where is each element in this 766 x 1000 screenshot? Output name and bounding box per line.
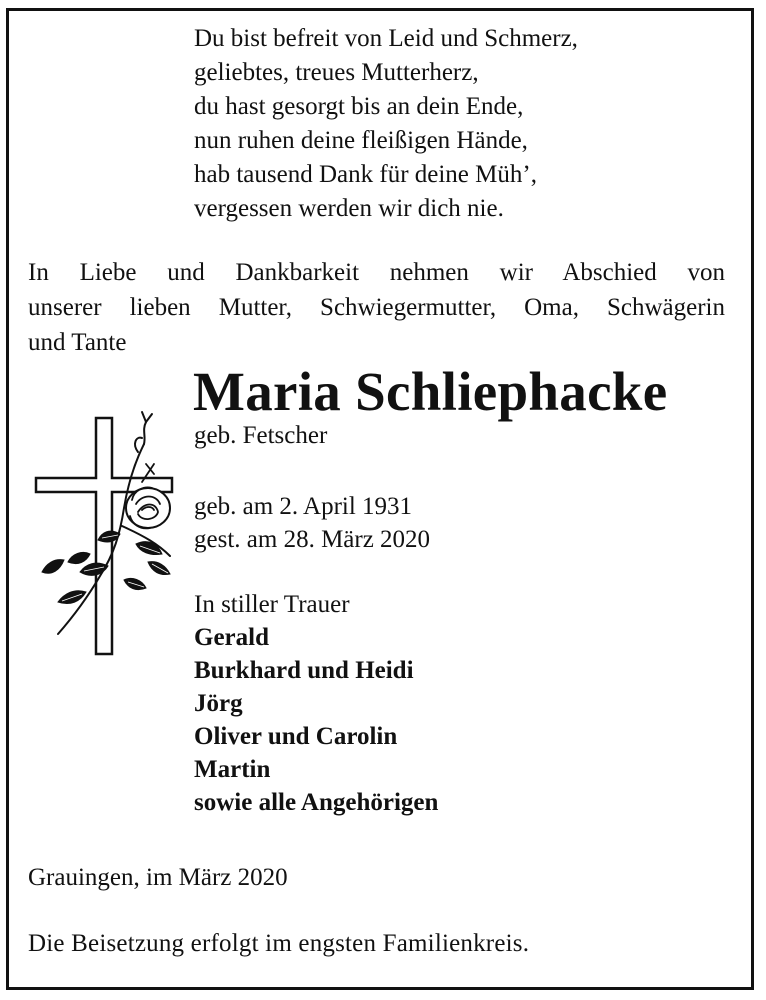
mourner: Burkhard und Heidi: [194, 657, 414, 684]
poem-line: vergessen werden wir dich nie.: [194, 195, 504, 222]
deceased-name: Maria Schliephacke: [193, 361, 668, 422]
mourner: sowie alle Angehörigen: [194, 789, 439, 816]
maiden-name: geb. Fetscher: [194, 422, 328, 449]
farewell-line: In Liebe und Dankbarkeit nehmen wir Abschied von: [28, 259, 725, 286]
birth-date: geb. am 2. April 1931: [194, 493, 413, 520]
mourning-heading: In stiller Trauer: [194, 591, 350, 618]
funeral-note: Die Beisetzung erfolgt im engsten Familienkreis.: [28, 930, 530, 957]
poem-line: nun ruhen deine fleißigen Hände,: [194, 127, 528, 154]
death-date: gest. am 28. März 2020: [194, 526, 431, 553]
farewell-text: [28, 255, 725, 360]
place-date: Grauingen, im März 2020: [28, 864, 288, 891]
farewell-line: und Tante: [28, 329, 127, 356]
farewell-line: unserer lieben Mutter, Schwiegermutter, Oma, Schwägerin: [28, 294, 725, 321]
life-dates: [194, 490, 430, 556]
poem: [194, 22, 578, 226]
poem-line: Du bist befreit von Leid und Schmerz,: [194, 25, 578, 52]
mourner: Oliver und Carolin: [194, 723, 398, 750]
mourner: Martin: [194, 756, 271, 783]
mourner-list: [194, 621, 438, 819]
cross-with-rose-icon: [24, 404, 174, 658]
poem-line: du hast gesorgt bis an dein Ende,: [194, 93, 524, 120]
mourners-section: [194, 588, 438, 819]
poem-line: hab tausend Dank für deine Müh’,: [194, 161, 537, 188]
poem-line: geliebtes, treues Mutterherz,: [194, 59, 479, 86]
mourner: Jörg: [194, 690, 243, 717]
mourner: Gerald: [194, 624, 269, 651]
